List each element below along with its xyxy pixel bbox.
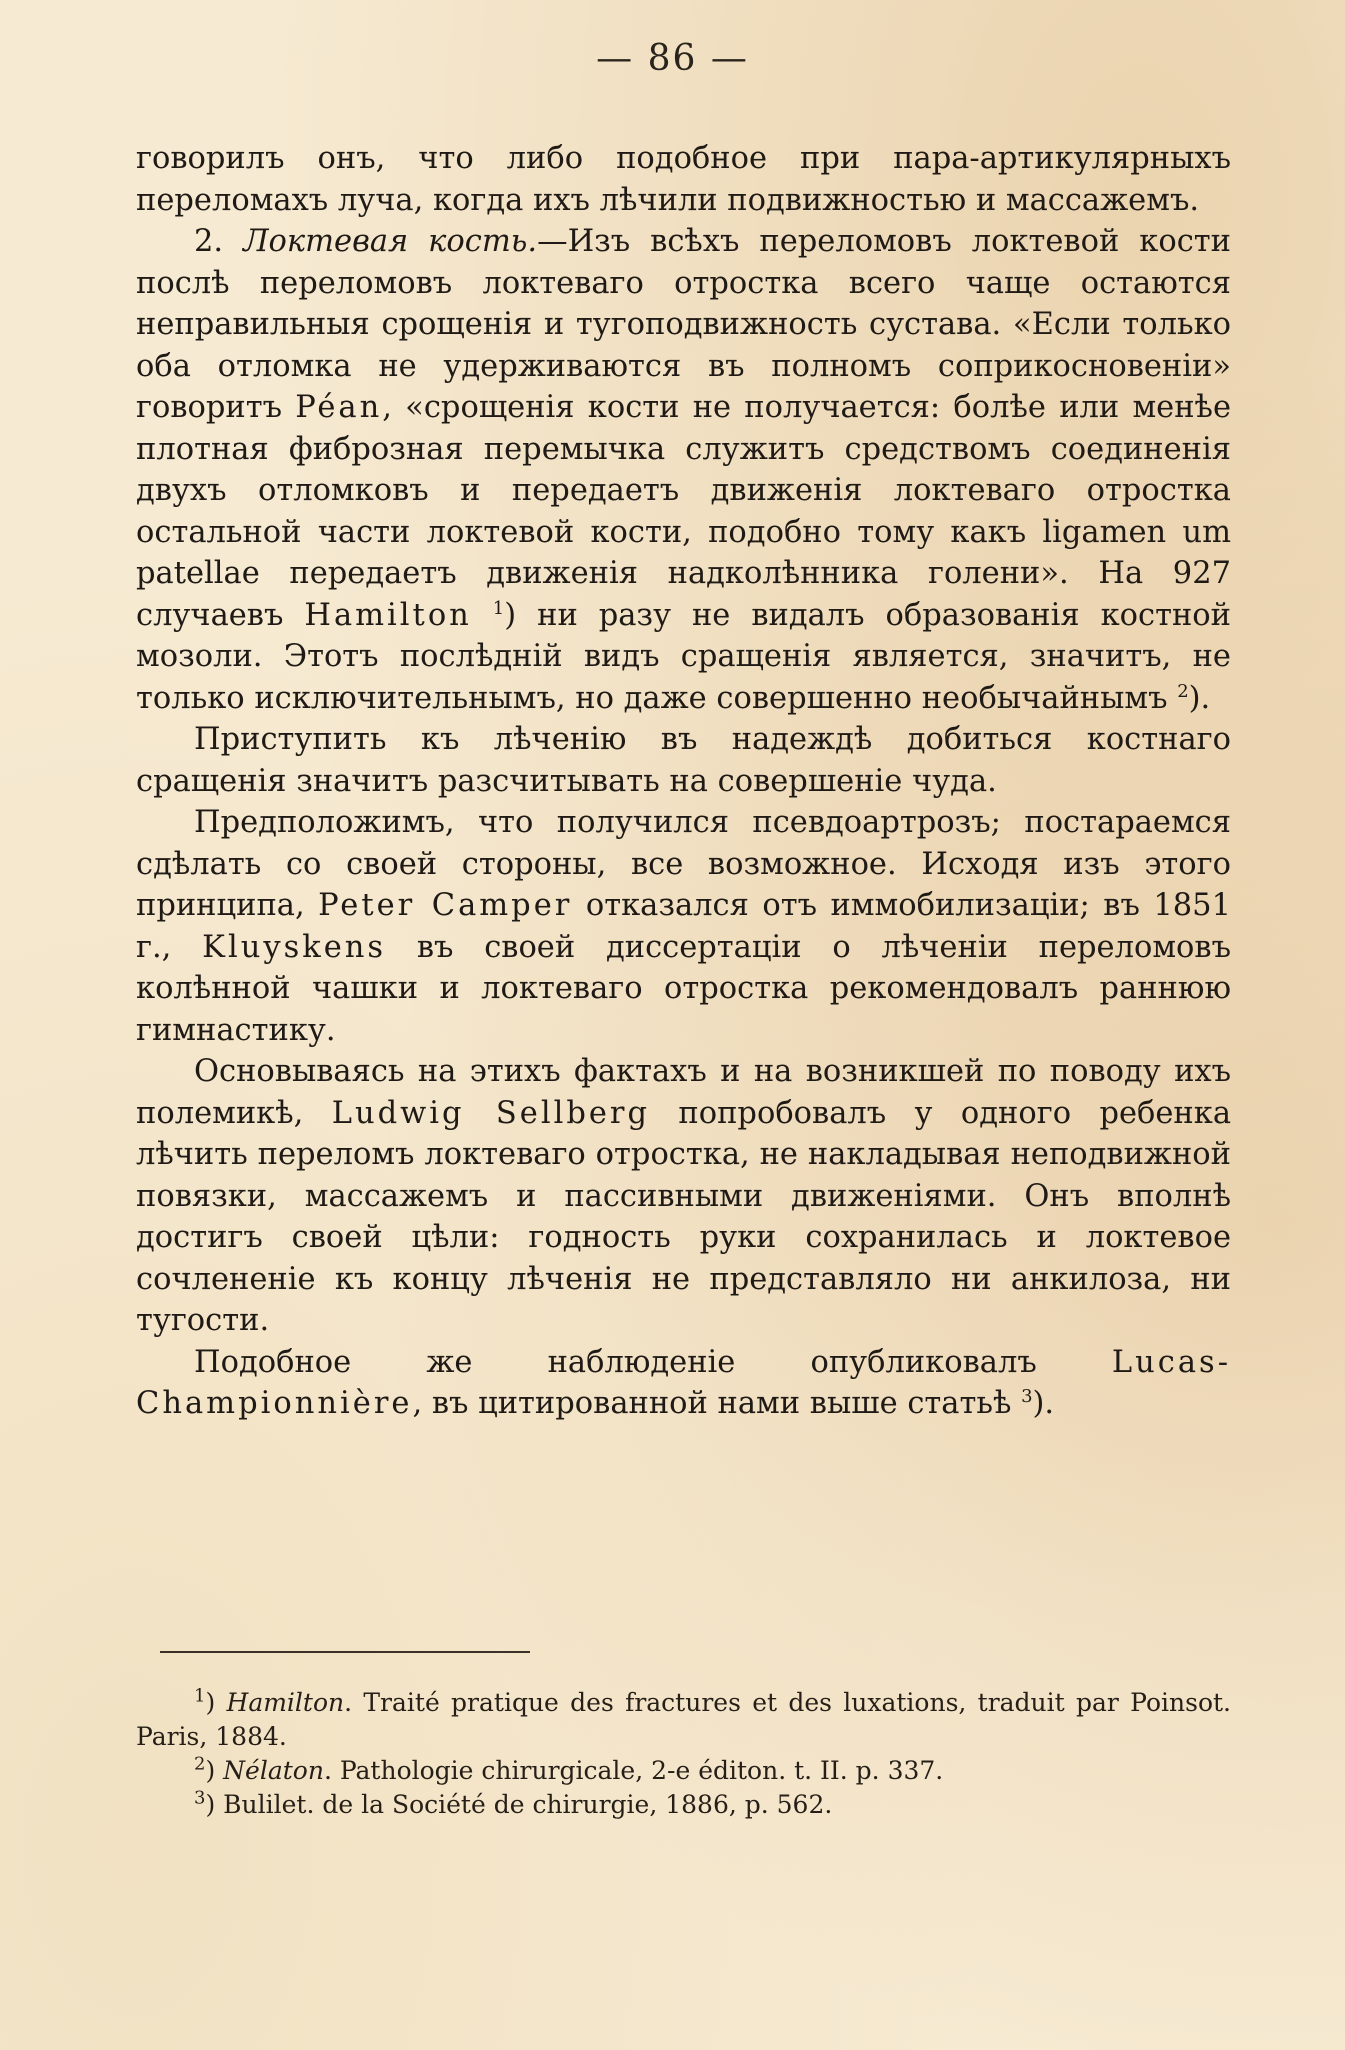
page-number: — 86 — [596,38,749,79]
paragraph-2-text-b: , «срощенія кости не получается: болѣе или менѣе плотная фиброзная перемычка служитъ средствомъ соединенія двухъ отломковъ и передаетъ движенія локтеваго отростка остальной части локтевой кости, подобно тому какъ ligamen um patellae передаетъ движенія надколѣнника голени». На 927 случаевъ [136,390,1231,633]
paragraph-2 [136,221,1231,719]
name-lucas-championniere: Lucas-Championnière [136,1344,1231,1421]
paragraph-6 [136,1342,1231,1425]
paragraph-4-text-c: въ своей диссертаціи о лѣченіи переломовъ колѣнной чашки и локтеваго отростка рекомендовалъ раннюю гимнастику. [136,929,1231,1048]
footnotes [136,1686,1231,1822]
footnote-author: Hamilton [226,1688,345,1717]
footnote-1: $^1$) Hamilton. Traité pratique des fractures et des luxations, traduit par Poinsot. Paris, 1884. [136,1685,1231,1751]
paragraph-6-text-b: , въ цитированной нами выше статьѣ [412,1386,1022,1421]
footnote-divider [160,1651,530,1653]
paragraph-6-text-c: ). [1032,1386,1055,1421]
section-heading: Локтевая кость. [243,224,538,259]
footnote-ref-3: 3 [1021,1385,1033,1407]
paragraph-3: Приступить къ лѣченію въ надеждѣ добиться костнаго сращенія значитъ разсчитывать на совершеніе чуда. [136,722,1231,799]
paragraph-5-text-b: попробовалъ у одного ребенка лѣчить переломъ локтеваго отростка, не накладывая неподвижной повязки, массажемъ и пассивными движеніями. Онъ вполнѣ достигъ своей цѣли: годность руки сохранилась и локтевое сочлененіе къ концу лѣченія не представляло ни анкилоза, ни тугости. [136,1095,1231,1338]
footnote-3: $^3$) Bulilet. de la Société de chirurgie, 1886, p. 562. [194,1787,833,1819]
main-text [136,138,1231,1425]
footnote-ref-1: 1 [492,597,505,619]
footnote-marker: 3 [194,1787,206,1809]
footnote-text: Bulilet. de la Société de chirurgie, 1886, p. 562. [223,1790,833,1819]
paragraph-5-text-a: Основываясь на этихъ фактахъ и на возникшей по поводу ихъ полемикѣ, [136,1054,1231,1131]
footnote-text: . Traité pratique des fractures et des luxations, traduit par Poinsot. Paris, 1884. [136,1688,1231,1751]
paragraph-2-text-c: ) ни разу не видалъ образованія костной мозоли. Этотъ послѣдній видъ сращенія является, значитъ, не только исключительнымъ, но даже совершенно необычайнымъ [136,597,1231,716]
paragraph-2-text-d: ). [1188,680,1211,716]
name-hamilton: Hamilton [304,597,472,633]
footnote-marker: 1 [194,1685,206,1707]
name-sellberg: Ludwig Sellberg [331,1095,651,1131]
section-number: 2. [194,224,224,259]
paragraph-6-text-a: Подобное же наблюденіе опубликовалъ [194,1344,1112,1380]
paragraph-1: говорилъ онъ, что либо подобное при пара-артикулярныхъ переломахъ луча, когда ихъ лѣчили подвижностью и массажемъ. [136,141,1231,218]
paragraph-4 [136,802,1231,1051]
paragraph-4-text-a: Предположимъ, что получился псевдоартрозъ; постараемся сдѣлать со своей стороны, все возможное. Исходя изъ этого принципа, [136,805,1231,923]
footnote-author: Nélaton [223,1756,324,1785]
paragraph-2-text-a: —Изъ всѣхъ переломовъ локтевой кости послѣ переломовъ локтеваго отростка всего чаще остаются неправильныя срощенія и тугоподвижность сустава. «Если только оба отломка не удерживаются въ полномъ соприкосновеніи» говоритъ [136,224,1231,425]
paragraph-5 [136,1051,1231,1342]
name-pean: Péan [295,390,383,425]
name-camper: Peter Camper [318,888,573,923]
footnote-marker: 2 [194,1753,206,1775]
footnote-text: . Pathologie chirurgicale, 2-e éditon. t. II. p. 337. [323,1756,944,1785]
name-kluyskens: Kluyskens [202,929,387,965]
footnote-2: $^2$) Nélaton. Pathologie chirurgicale, 2-e éditon. t. II. p. 337. [194,1753,944,1785]
footnote-ref-2: 2 [1177,680,1189,702]
paragraph-4-text-b: отказался отъ иммобилизаціи; въ 1851 г., [136,888,1231,965]
